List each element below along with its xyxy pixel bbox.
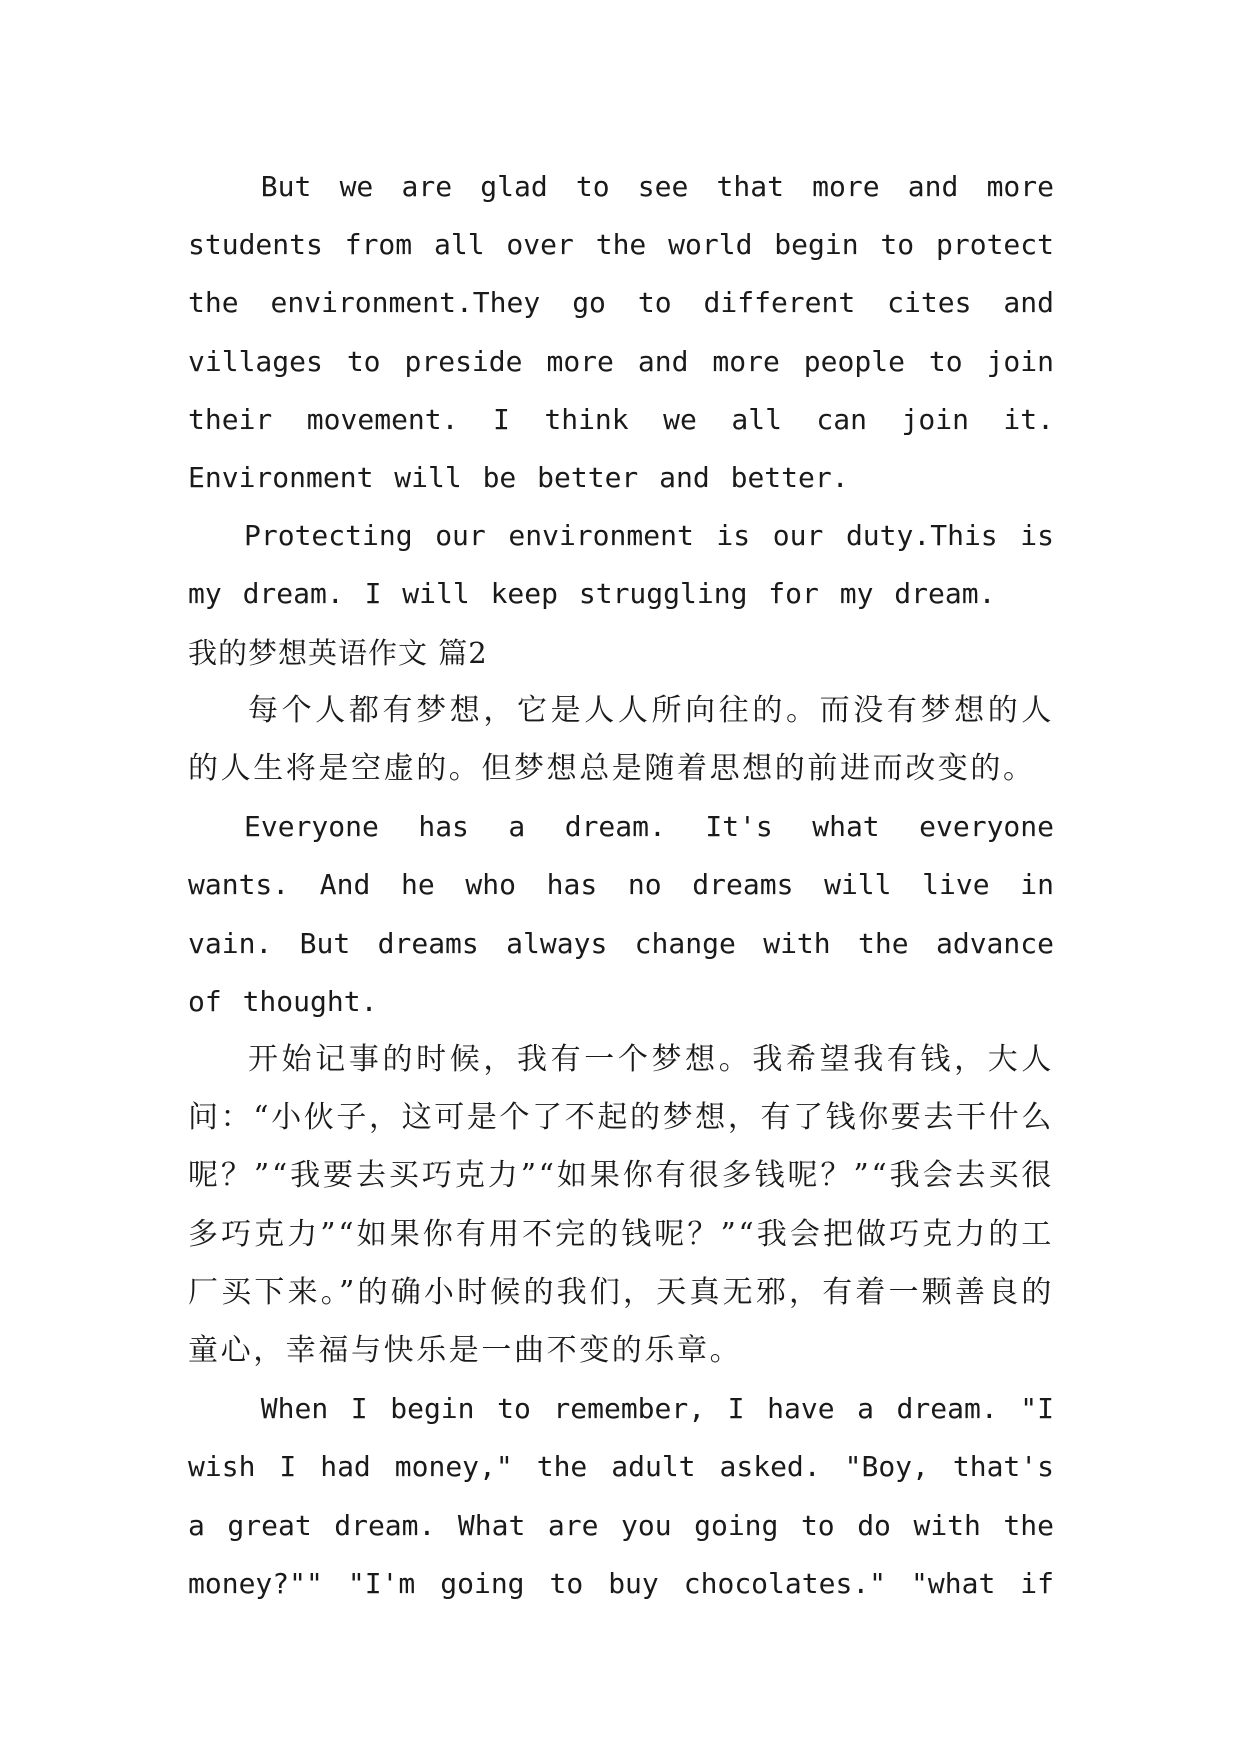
paragraph-environment-protect: But we are glad to see that more and more students from all over the world begin to protect the environment.They go to different cites and villages to preside more and more people to join their movement. I think we all can join it. Environment will be better and better.: [188, 170, 1054, 495]
document-body: [188, 158, 1054, 1613]
section-heading: 我的梦想英语作文 篇2: [188, 635, 488, 670]
paragraph-zh-childhood-dream: 开始记事的时候，我有一个梦想。我希望我有钱，大人问：“小伙子，这可是个了不起的梦想，有了钱你要去干什么呢？”“我要去买巧克力”“如果你有很多钱呢？”“我会去买很多巧克力”“如果你有用不完的钱呢？”“我会把做巧克力的工厂买下来。”的确小时候的我们，天真无邪，有着一颗善良的童心，幸福与快乐是一曲不变的乐章。: [188, 1042, 1054, 1369]
paragraph-en-childhood-dream: When I begin to remember, I have a dream. "I wish I had money," the adult asked. "Boy, that's a great dream. What are you going to do with the money?"" "I'm going to buy chocolates." "what if: [188, 1392, 1054, 1600]
paragraph-zh-everyone-dream: 每个人都有梦想，它是人人所向往的。而没有梦想的人的人生将是空虚的。但梦想总是随着思想的前进而改变的。: [188, 692, 1054, 787]
paragraph-duty-dream: Protecting our environment is our duty.This is my dream. I will keep struggling for my dream.: [188, 519, 1054, 611]
paragraph-en-everyone-dream: Everyone has a dream. It's what everyone wants. And he who has no dreams will live in vain. But dreams always change with the advance of thought.: [188, 810, 1054, 1018]
